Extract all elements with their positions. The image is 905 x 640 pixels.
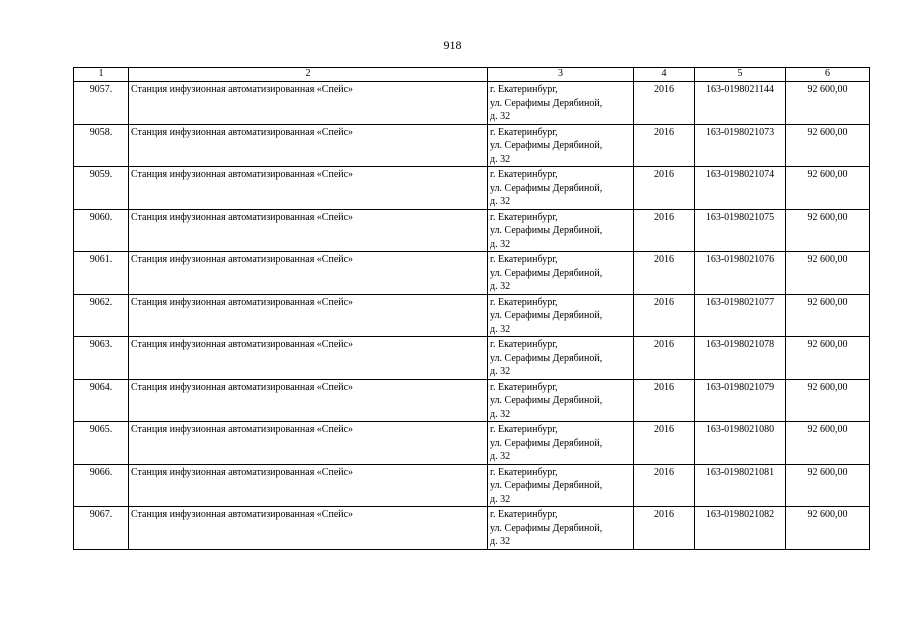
inventory-number: 163-0198021077 — [695, 294, 786, 337]
column-header: 1 — [74, 68, 129, 82]
item-cost: 92 600,00 — [786, 464, 870, 507]
item-year: 2016 — [634, 167, 695, 210]
row-number: 9062. — [74, 294, 129, 337]
inventory-number: 163-0198021080 — [695, 422, 786, 465]
item-name: Станция инфузионная автоматизированная «Спейс» — [129, 379, 488, 422]
item-address: г. Екатеринбург, ул. Серафимы Дерябиной, д. 32 — [488, 422, 634, 465]
item-cost: 92 600,00 — [786, 124, 870, 167]
inventory-number: 163-0198021073 — [695, 124, 786, 167]
row-number: 9067. — [74, 507, 129, 550]
inventory-number: 163-0198021081 — [695, 464, 786, 507]
item-year: 2016 — [634, 422, 695, 465]
table-row — [74, 252, 870, 295]
row-number: 9059. — [74, 167, 129, 210]
table-row — [74, 82, 870, 125]
item-year: 2016 — [634, 252, 695, 295]
column-header: 4 — [634, 68, 695, 82]
column-header: 2 — [129, 68, 488, 82]
page-number: 918 — [443, 38, 462, 52]
table-row — [74, 464, 870, 507]
item-name: Станция инфузионная автоматизированная «Спейс» — [129, 82, 488, 125]
item-year: 2016 — [634, 507, 695, 550]
item-cost: 92 600,00 — [786, 252, 870, 295]
item-address: г. Екатеринбург, ул. Серафимы Дерябиной, д. 32 — [488, 252, 634, 295]
table-row — [74, 294, 870, 337]
item-address: г. Екатеринбург, ул. Серафимы Дерябиной, д. 32 — [488, 464, 634, 507]
table-row — [74, 507, 870, 550]
column-header: 3 — [488, 68, 634, 82]
item-name: Станция инфузионная автоматизированная «Спейс» — [129, 294, 488, 337]
item-name: Станция инфузионная автоматизированная «Спейс» — [129, 252, 488, 295]
item-year: 2016 — [634, 337, 695, 380]
item-address: г. Екатеринбург, ул. Серафимы Дерябиной, д. 32 — [488, 379, 634, 422]
item-cost: 92 600,00 — [786, 294, 870, 337]
row-number: 9065. — [74, 422, 129, 465]
item-year: 2016 — [634, 209, 695, 252]
item-name: Станция инфузионная автоматизированная «Спейс» — [129, 422, 488, 465]
inventory-number: 163-0198021079 — [695, 379, 786, 422]
inventory-number: 163-0198021074 — [695, 167, 786, 210]
row-number: 9057. — [74, 82, 129, 125]
inventory-number: 163-0198021075 — [695, 209, 786, 252]
item-year: 2016 — [634, 379, 695, 422]
row-number: 9066. — [74, 464, 129, 507]
item-cost: 92 600,00 — [786, 82, 870, 125]
item-name: Станция инфузионная автоматизированная «Спейс» — [129, 209, 488, 252]
table-row — [74, 124, 870, 167]
item-address: г. Екатеринбург, ул. Серафимы Дерябиной, д. 32 — [488, 209, 634, 252]
item-address: г. Екатеринбург, ул. Серафимы Дерябиной, д. 32 — [488, 507, 634, 550]
item-cost: 92 600,00 — [786, 379, 870, 422]
inventory-number: 163-0198021076 — [695, 252, 786, 295]
item-year: 2016 — [634, 82, 695, 125]
item-address: г. Екатеринбург, ул. Серафимы Дерябиной, д. 32 — [488, 337, 634, 380]
property-registry-table — [73, 67, 870, 550]
item-address: г. Екатеринбург, ул. Серафимы Дерябиной, д. 32 — [488, 167, 634, 210]
item-year: 2016 — [634, 124, 695, 167]
inventory-number: 163-0198021144 — [695, 82, 786, 125]
item-name: Станция инфузионная автоматизированная «Спейс» — [129, 167, 488, 210]
table-row — [74, 422, 870, 465]
column-number-row — [74, 68, 870, 82]
item-year: 2016 — [634, 464, 695, 507]
item-address: г. Екатеринбург, ул. Серафимы Дерябиной, д. 32 — [488, 294, 634, 337]
table-row — [74, 379, 870, 422]
table-row — [74, 167, 870, 210]
row-number: 9061. — [74, 252, 129, 295]
item-cost: 92 600,00 — [786, 507, 870, 550]
row-number: 9058. — [74, 124, 129, 167]
item-name: Станция инфузионная автоматизированная «Спейс» — [129, 124, 488, 167]
item-cost: 92 600,00 — [786, 337, 870, 380]
item-address: г. Екатеринбург, ул. Серафимы Дерябиной, д. 32 — [488, 124, 634, 167]
inventory-number: 163-0198021082 — [695, 507, 786, 550]
column-header: 5 — [695, 68, 786, 82]
inventory-number: 163-0198021078 — [695, 337, 786, 380]
column-header: 6 — [786, 68, 870, 82]
item-cost: 92 600,00 — [786, 209, 870, 252]
item-year: 2016 — [634, 294, 695, 337]
table-row — [74, 209, 870, 252]
row-number: 9063. — [74, 337, 129, 380]
item-name: Станция инфузионная автоматизированная «Спейс» — [129, 464, 488, 507]
table-row — [74, 337, 870, 380]
row-number: 9060. — [74, 209, 129, 252]
item-address: г. Екатеринбург, ул. Серафимы Дерябиной, д. 32 — [488, 82, 634, 125]
item-cost: 92 600,00 — [786, 422, 870, 465]
item-name: Станция инфузионная автоматизированная «Спейс» — [129, 337, 488, 380]
item-name: Станция инфузионная автоматизированная «Спейс» — [129, 507, 488, 550]
item-cost: 92 600,00 — [786, 167, 870, 210]
row-number: 9064. — [74, 379, 129, 422]
